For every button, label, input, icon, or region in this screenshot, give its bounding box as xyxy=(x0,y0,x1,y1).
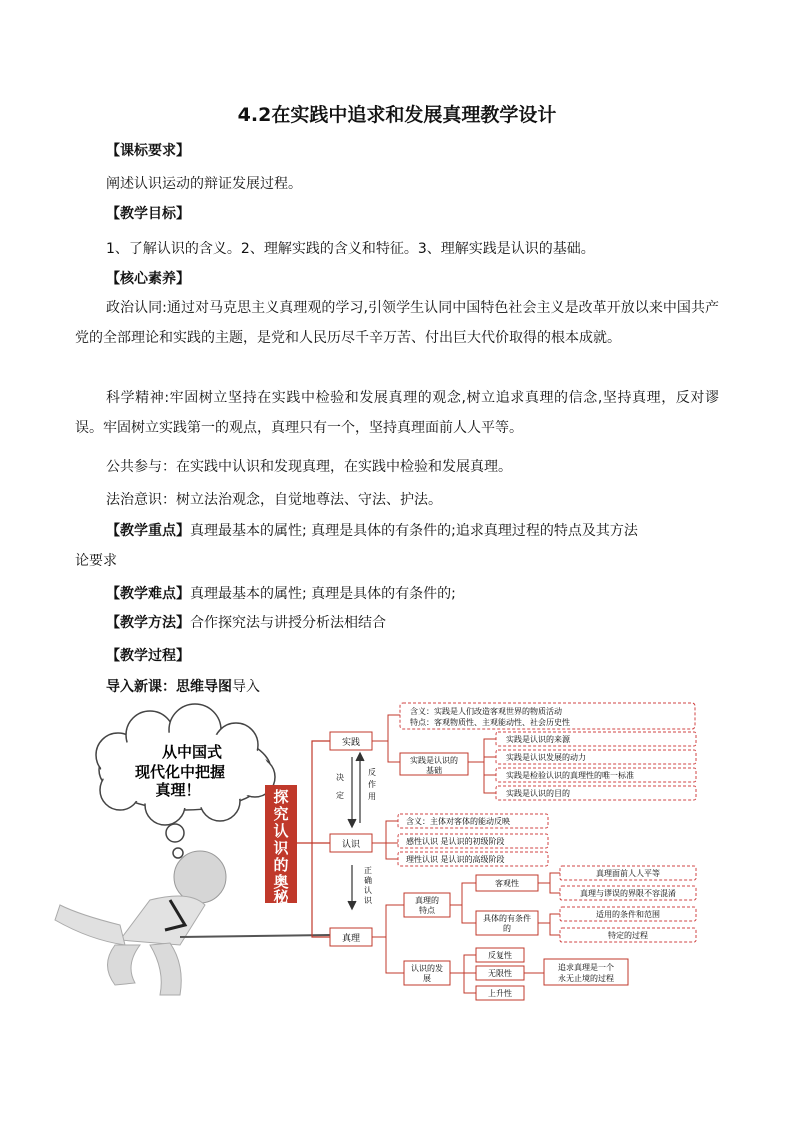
svg-text:无限性: 无限性 xyxy=(488,969,512,978)
practice-basis-node xyxy=(400,753,468,775)
svg-text:反复性: 反复性 xyxy=(488,951,512,960)
svg-text:永无止境的过程: 永无止境的过程 xyxy=(558,974,614,983)
basis-item-motive xyxy=(496,750,696,764)
center-title-char: 的 xyxy=(273,856,289,874)
method xyxy=(106,612,386,632)
svg-text:的: 的 xyxy=(503,924,511,933)
basis-item-purpose xyxy=(496,786,696,800)
svg-text:含义：实践是人们改造客观世界的物质活动: 含义：实践是人们改造客观世界的物质活动 xyxy=(410,707,562,716)
mind-map xyxy=(0,695,794,1015)
svg-text:认识: 认识 xyxy=(341,840,361,850)
svg-text:实践是认识的目的: 实践是认识的目的 xyxy=(506,789,570,798)
difficulty-heading: 【教学难点】 xyxy=(106,586,190,602)
svg-text:真理的: 真理的 xyxy=(415,896,439,905)
page-title: 4.2在实践中追求和发展真理教学设计 xyxy=(237,104,557,126)
literacy-law: 法治意识：树立法治观念，自觉地尊法、守法、护法。 xyxy=(106,492,442,508)
svg-text:特点：客观物质性、主观能动性、社会历史性: 特点：客观物质性、主观能动性、社会历史性 xyxy=(410,718,570,727)
literacy-public: 公共参与：在实践中认识和发现真理，在实践中检验和发展真理。 xyxy=(106,459,512,475)
key-text: 真理最基本的属性; 真理是具体的有条件的;追求真理过程的特点及其方法 xyxy=(190,523,638,539)
cognition-perceptual xyxy=(398,834,548,848)
svg-text:理性认识 是认识的高级阶段: 理性认识 是认识的高级阶段 xyxy=(406,855,505,864)
svg-text:感性认识 是认识的初级阶段: 感性认识 是认识的初级阶段 xyxy=(406,837,505,846)
curriculum-heading: 【课标要求】 xyxy=(106,143,190,159)
objective-item-equal xyxy=(560,866,696,880)
svg-text:含义：主体对客体的能动反映: 含义：主体对客体的能动反映 xyxy=(406,817,510,826)
svg-text:特定的过程: 特定的过程 xyxy=(608,931,648,940)
literacy-political: 政治认同:通过对马克思主义真理观的学习,引领学生认同中国特色社会主义是改革开放以来中国共产党的全部理论和实践的主题，是党和人民历尽千辛万苦、付出巨大代价取得的根本成就。 xyxy=(75,300,719,346)
cloud-line-1: 从中国式 xyxy=(161,743,223,761)
arrow-correct-char: 正 xyxy=(364,866,372,875)
process-heading: 【教学过程】 xyxy=(106,648,190,664)
key-heading: 【教学重点】 xyxy=(106,523,190,539)
arrow-decide-char: 决 xyxy=(336,773,344,782)
node-truth xyxy=(330,928,372,946)
intro-line xyxy=(106,676,260,696)
svg-text:实践是认识的: 实践是认识的 xyxy=(410,756,458,765)
conditional-node xyxy=(476,911,538,935)
arrow-react-char: 用 xyxy=(368,792,376,801)
basis-item-standard xyxy=(496,768,696,782)
dev-item-infinite xyxy=(476,966,524,980)
svg-text:认识的发: 认识的发 xyxy=(411,964,443,973)
arrow-correct-char: 认 xyxy=(364,886,372,895)
dev-item-rising xyxy=(476,986,524,1000)
center-title-char: 识 xyxy=(273,839,289,857)
svg-text:实践: 实践 xyxy=(341,738,361,748)
thought-cloud xyxy=(96,704,275,870)
arrow-decide-char: 定 xyxy=(336,791,344,800)
basis-item-source xyxy=(496,732,696,746)
svg-text:客观性: 客观性 xyxy=(495,879,519,888)
svg-text:真理: 真理 xyxy=(341,934,361,944)
practice-definition-box xyxy=(400,703,695,729)
literacy-science: 科学精神:牢固树立坚持在实践中检验和发展真理的观念,树立追求真理的信念,坚持真理，反对谬误。牢固树立实践第一的观点，真理只有一个，坚持真理面前人人平等。 xyxy=(75,390,719,436)
difficulty-text: 真理最基本的属性; 真理是具体的有条件的; xyxy=(190,586,456,602)
key-points xyxy=(106,520,638,540)
svg-text:具体的有条件: 具体的有条件 xyxy=(483,914,531,923)
cloud-line-2: 现代化中把握 xyxy=(134,763,226,781)
svg-text:真理与谬误的界限不容混淆: 真理与谬误的界限不容混淆 xyxy=(580,889,676,898)
method-text: 合作探究法与讲授分析法相结合 xyxy=(190,615,386,631)
objective-node xyxy=(476,875,538,891)
center-title-char: 奥 xyxy=(273,873,289,891)
svg-text:追求真理是一个: 追求真理是一个 xyxy=(558,963,614,972)
pursuit-box xyxy=(544,959,628,985)
arrow-correct-char: 识 xyxy=(364,896,372,905)
difficulty xyxy=(106,583,456,603)
svg-text:上升性: 上升性 xyxy=(488,989,512,998)
svg-text:基础: 基础 xyxy=(426,766,442,775)
goals-text: 1、了解认识的含义。2、理解实践的含义和特征。3、理解实践是认识的基础。 xyxy=(106,241,595,257)
svg-text:展: 展 xyxy=(423,974,431,983)
svg-text:特点: 特点 xyxy=(419,906,435,915)
center-title-char: 秘 xyxy=(273,888,289,906)
truth-features-node xyxy=(404,893,450,917)
cloud-line-3: 真理！ xyxy=(155,781,201,799)
arrow-correct-char: 确 xyxy=(364,876,372,885)
svg-text:适用的条件和范围: 适用的条件和范围 xyxy=(596,910,660,919)
conditional-item-scope xyxy=(560,907,696,921)
center-title-char: 探 xyxy=(273,788,289,806)
svg-text:实践是检验认识的真理性的唯一标准: 实践是检验认识的真理性的唯一标准 xyxy=(506,771,634,780)
dev-item-repeat xyxy=(476,948,524,962)
node-cognition xyxy=(330,834,372,852)
center-title-char: 究 xyxy=(273,805,289,823)
node-practice xyxy=(330,732,372,750)
svg-text:实践是认识的来源: 实践是认识的来源 xyxy=(506,735,570,744)
cognition-definition xyxy=(398,814,548,828)
conditional-item-process xyxy=(560,928,696,942)
center-title-char: 认 xyxy=(273,822,289,840)
svg-text:真理面前人人平等: 真理面前人人平等 xyxy=(596,869,660,878)
intro-rest: 导入 xyxy=(232,679,260,695)
curriculum-text: 阐述认识运动的辩证发展过程。 xyxy=(106,176,302,192)
svg-text:实践是认识发展的动力: 实践是认识发展的动力 xyxy=(506,753,586,762)
key-text-cont: 论要求 xyxy=(75,553,117,569)
arrow-react-char: 作 xyxy=(368,780,376,789)
method-heading: 【教学方法】 xyxy=(106,615,190,631)
arrow-react-char: 反 xyxy=(368,768,376,777)
cognition-development-node xyxy=(404,961,450,985)
literacy-heading: 【核心素养】 xyxy=(106,271,190,287)
objective-item-boundary xyxy=(560,886,696,900)
intro-bold: 导入新课：思维导图 xyxy=(106,679,232,695)
goals-heading: 【教学目标】 xyxy=(106,206,190,222)
cognition-rational xyxy=(398,852,548,866)
